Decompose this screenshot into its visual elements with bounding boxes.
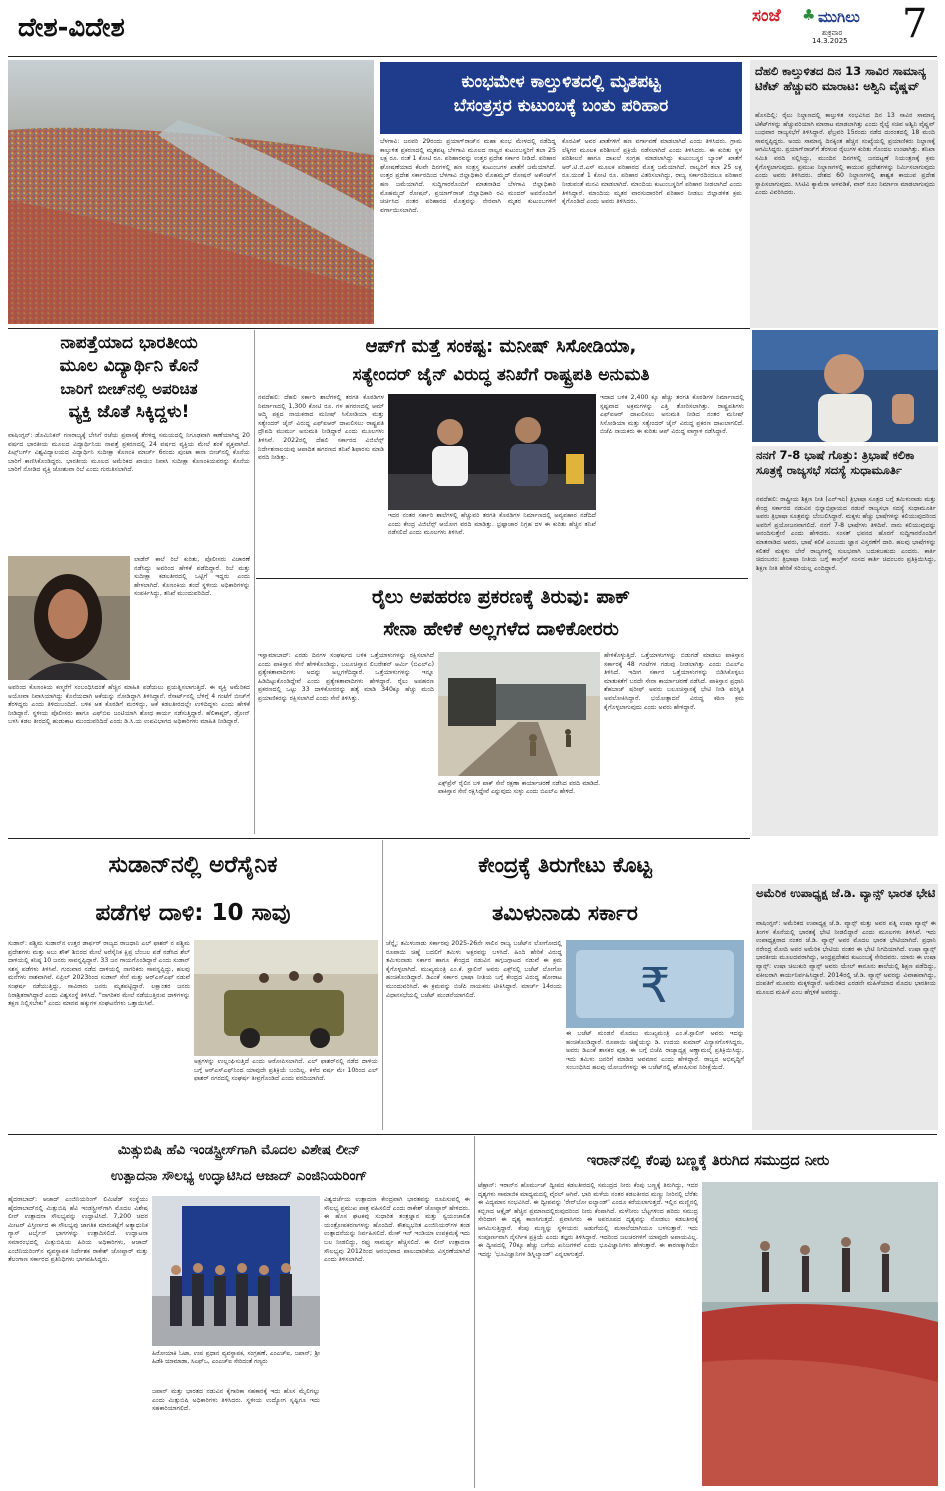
divider-vert-1 (254, 330, 255, 834)
student-headline-line4: ವ್ಯಕ್ತಿ ಜೊತೆ ಸಿಕ್ಕಿದ್ದಳು! (68, 402, 190, 422)
military-vehicle-photo (194, 940, 378, 1056)
sidebar-language-headline: ನನಗೆ 7-8 ಭಾಷೆ ಗೊತ್ತು: ತ್ರಿಭಾಷೆ ಕಲಿಕಾ ಸೂತ್ರಕ್ಕೆ ರಾಜ್ಯಸಭೆ ಸದಸ್ಯೆ ಸುಧಾಮೂರ್ತಿ (756, 448, 915, 477)
palm-tree-icon: ♣ (802, 6, 816, 24)
minister-portrait (752, 330, 938, 442)
aap-body-col1: ನವದೆಹಲಿ: ದೆಹಲಿ ಸರ್ಕಾರಿ ಶಾಲೆಗಳಲ್ಲಿ ತರಗತಿ ಕೊಠಡಿಗಳ ನಿರ್ಮಾಣದಲ್ಲಿ 1,300 ಕೋಟಿ ರೂ. ಗಳ ಹಗರಣದಲ್ಲಿ ಆಮ್ ಆದ್ಮಿ ಪಕ್ಷದ ನಾಯಕರಾದ ಮನೀಷ್ ಸಿಸೋಡಿಯಾ ಮತ್ತು ಸತ್ಯೇಂದರ್ ಜೈನ್ ವಿರುದ್ಧ ಎಫ್‌ಐಆರ್ ದಾಖಲಿಸಲು ರಾಷ್ಟ್ರಪತಿ ದ್ರೌಪದಿ ಮುರ್ಮು ಅನುಮತಿ ನೀಡಿದ್ದಾರೆ ಎಂದು ಮೂಲಗಳು ತಿಳಿಸಿವೆ. 2022ರಲ್ಲಿ ದೆಹಲಿ ಸರ್ಕಾರದ ವಿಜಿಲೆನ್ಸ್ ನಿರ್ದೇಶನಾಲಯವು ಆಪಾದಿತ ಹಗರಣದ ತನಿಖೆ ಶಿಫಾರಸು ಮಾಡಿ ವರದಿ ನೀಡಿತ್ತು. (258, 394, 384, 462)
divider-vert-3 (474, 1136, 475, 1488)
issue-date: 14.3.2025 (812, 37, 848, 45)
azad-body-col2: ಜಪಾನ್ ಮತ್ತು ಭಾರತದ ನಡುವಿನ ಕೈಗಾರಿಕಾ ಸಹಕಾರಕ್ಕೆ ಇದು ಹೊಸ ಮೈಲಿಗಲ್ಲು ಎಂದು ಮಿತ್ಸುಬಿಷಿ ಅಧಿಕಾರಿಗಳು ತಿಳಿಸಿದರು. ಸ್ಥಳೀಯ ಉದ್ಯೋಗ ಸೃಷ್ಟಿಗೂ ಇದು ಸಹಕಾರಿಯಾಗಲಿದೆ. (152, 1388, 320, 1413)
sidebar-vance-headline: ಅಮೆರಿಕ ಉಪಾಧ್ಯಕ್ಷ ಜೆ.ಡಿ. ವ್ಯಾನ್ಸ್ ಭಾರತ ಭೇಟಿ (756, 886, 936, 900)
student-headline-line1: ನಾಪತ್ತೆಯಾದ ಭಾರತೀಯ (60, 333, 198, 353)
sidebar-language-body: ನವದೆಹಲಿ: ರಾಷ್ಟ್ರೀಯ ಶಿಕ್ಷಣ ನೀತಿ (ಎನ್‌ಇಪಿ) ತ್ರಿಭಾಷಾ ಸೂತ್ರದ ಬಗ್ಗೆ ತಮಿಳುನಾಡು ಮತ್ತು ಕೇಂದ್ರ ಸರ್ಕಾರದ ನಡುವಿನ ಭಿನ್ನಾಭಿಪ್ರಾಯದ ನಡುವೆ ರಾಜ್ಯಸಭಾ ಸದಸ್ಯೆ ಸುಧಾಮೂರ್ತಿ ಅವರು ತ್ರಿಭಾಷಾ ಸೂತ್ರವನ್ನು ಬೆಂಬಲಿಸಿದ್ದಾರೆ. ಮಕ್ಕಳು ಹೆಚ್ಚು ಭಾಷೆಗಳನ್ನು ಕಲಿಯುವುದರಿಂದ ಅವರಿಗೆ ಪ್ರಯೋಜನವಾಗಲಿದೆ. ನನಗೆ 7-8 ಭಾಷೆಗಳು ತಿಳಿದಿವೆ. ನಾನು ಕಲಿಯುವುದನ್ನು ಆನಂದಿಸುತ್ತೇನೆ ಎಂದು ಹೇಳಿದರು. ಸಂಸತ್ ಭವನದ ಹೊರಗೆ ಸುದ್ದಿಗಾರರೊಂದಿಗೆ ಮಾತನಾಡಿದ ಅವರು, ಭಾಷೆ ಕಲಿಕೆ ಎಂಬುದು ಜ್ಞಾನ ವಿಸ್ತರಣೆಗೆ ದಾರಿ. ಹಲವು ಭಾಷೆಗಳನ್ನು ಕಲಿತರೆ ಮಕ್ಕಳು ಬೇರೆ ರಾಜ್ಯಗಳಲ್ಲಿ ಸುಲಭವಾಗಿ ಬದುಕಬಹುದು ಎಂದರು. ಕಾರ್ತಿ ಚಿದಂಬರಂ: ತ್ರಿಭಾಷಾ ನೀತಿಯ ಬಗ್ಗೆ ಕಾಂಗ್ರೆಸ್ ಸಂಸದ ಕಾರ್ತಿ ಚಿದಂಬರಂ ಪ್ರತಿಕ್ರಿಯಿಸಿದ್ದು, ಶಿಕ್ಷಣ ನೀತಿ ಹೇರಿಕೆ ಸರಿಯಲ್ಲ ಎಂದಿದ್ದಾರೆ. (756, 496, 936, 572)
student-body-bottom: ಅವರಿಂದ ಕೊಣಂಕಿಯ ಕಣ್ಮರೆಗೆ ಸಂಬಂಧಿಸಿದಂತೆ ಹೆಚ್ಚಿನ ಮಾಹಿತಿ ಪಡೆಯಲು ಪ್ರಯತ್ನಿಸಲಾಗುತ್ತಿದೆ. ಈ ವ್ಯಕ್ತಿ ಅಮೆರಿಕದ ಅಯೋವಾ ನಿವಾಸಿಯಾಗಿದ್ದು ಕೊನೆಯದಾಗಿ ಆಕೆಯನ್ನು ನೋಡಿದ್ದಾಗಿ ತಿಳಿಸಿದ್ದಾನೆ. ರೆಸಾರ್ಟ್‌ನಲ್ಲಿ ಬೆಳಿಗ್ಗೆ 4 ಗಂಟೆಗೆ ಬೀಚ್‌ಗೆ ತೆರಳಿದ್ದರು ಎಂದು ತಿಳಿದುಬಂದಿದೆ. ಬಳಿಕ ಆತ ಕೊಠಡಿಗೆ ಮರಳಿದ್ದು, ಆಕೆ ಕಡಲತೀರದಲ್ಲೇ ಉಳಿದಿದ್ದಳು ಎಂದು ಹೇಳಿಕೆ ನೀಡಿದ್ದಾನೆ. ಸ್ಥಳೀಯ ಪೊಲೀಸರು ಹಾಗೂ ಎಫ್‌ಬಿಐ ಜಂಟಿಯಾಗಿ ಶೋಧ ಕಾರ್ಯ ನಡೆಸುತ್ತಿದ್ದಾರೆ. ಹೆಲಿಕಾಪ್ಟರ್, ಡ್ರೋನ್ ಬಳಸಿ ಕಡಲ ತೀರದಲ್ಲಿ ಹುಡುಕಾಟ ಮುಂದುವರಿದಿದೆ ಎಂದು ಡಿ.ಸಿ.ಯ ಉಪವಿಭಾಗದ ಅಧಿಕಾರಿಗಳು ಮಾಹಿತಿ ನೀಡಿದ್ದಾರೆ. (8, 684, 250, 726)
divider-3 (8, 838, 750, 839)
red-shore-photo (702, 1182, 938, 1486)
sudan-body-col1: ಸುಡಾನ್: ಪಶ್ಚಿಮ ಸುಡಾನ್‌ನ ಉತ್ತರ ಡಾರ್ಫರ್ ರಾಜ್ಯದ ರಾಜಧಾನಿ ಎಲ್ ಫಾಶರ್ ನ ಪಶ್ಚಿಮ ಪ್ರದೇಶಗಳು ಮತ್ತು ಅಬು ಶೌಕ್ ಶಿಬಿರದ ಮೇಲೆ ಅರೆಸೈನಿಕ ಕ್ಷಿಪ್ರ ಬೆಂಬಲ ಪಡೆ ನಡೆಸಿದ ಶೆಲ್ ದಾಳಿಯಲ್ಲಿ ಕನಿಷ್ಠ 10 ಜನರು ಸಾವನ್ನಪ್ಪಿದ್ದಾರೆ. 33 ಜನ ಗಾಯಗೊಂಡಿದ್ದಾರೆ ಎಂದು ಸುಡಾನ್ ಸಶಸ್ತ್ರ ಪಡೆಗಳು ತಿಳಿಸಿವೆ. ಗುರುವಾರ ನಡೆದ ದಾಳಿಯಲ್ಲಿ ನಾಗರಿಕರು ಸಾವನ್ನಪ್ಪಿದ್ದು, ಹಲವು ಮನೆಗಳು ನಾಶವಾಗಿವೆ. ಏಪ್ರಿಲ್ 2023ರಿಂದ ಸುಡಾನ್ ಸೇನೆ ಮತ್ತು ಆರ್‌ಎಸ್‌ಎಫ್ ನಡುವೆ ಸಂಘರ್ಷ ನಡೆಯುತ್ತಿದ್ದು, ಸಾವಿರಾರು ಜನರು ಮೃತಪಟ್ಟಿದ್ದಾರೆ. ಲಕ್ಷಾಂತರ ಜನರು ನಿರಾಶ್ರಿತರಾಗಿದ್ದಾರೆ ಎಂದು ವಿಶ್ವಸಂಸ್ಥೆ ತಿಳಿಸಿದೆ. "ನಾಗರಿಕರ ಮೇಲೆ ನಡೆಯುತ್ತಿರುವ ದಾಳಿಗಳನ್ನು ತಕ್ಷಣ ನಿಲ್ಲಿಸಬೇಕು" ಎಂದು ಮಾನವ ಹಕ್ಕುಗಳ ಸಂಘಟನೆಗಳು ಒತ್ತಾಯಿಸಿವೆ. (8, 940, 190, 1008)
crowd-photo (8, 60, 374, 324)
header-divider (8, 56, 937, 57)
masthead-logo (752, 4, 902, 46)
sudan-photo (194, 940, 378, 1056)
kumbh-body-col2: ಕೊರವಿಕ್ ಅವರ ಖಾತೆಗಳಿಗೆ ಹಣ ವರ್ಗಾವಣೆ ಮಾಡಲಾಗಿದೆ ಎಂದು ತಿಳಿಸಿದರು. ಗ್ರಾಮ ಲೆಕ್ಕಿಗರ ಮೂಲಕ ಪರಿಶೀಲನೆ ಪ್ರಕ್ರಿಯೆ ನಡೆಸಲಾಗಿದೆ ಎಂದು ತಿಳಿಸಿದರು. ಈ ಕುರಿತು ಸ್ಥಳ ಪರಿಶೀಲನೆ ಹಾಗೂ ದಾಖಲೆ ಸಂಗ್ರಹ ಮಾಡಲಾಗಿದ್ದು ಕುಟುಂಬಸ್ಥರ ಬ್ಯಾಂಕ್ ಖಾತೆಗೆ ಆರ್.ಟಿ.ಜಿ.ಎಸ್ ಮೂಲಕ ಪರಿಹಾರದ ಮೊತ್ತ ಜಮೆಯಾಗಿದೆ. ನಾಲ್ವರಿಗೆ ತಲಾ 25 ಲಕ್ಷ ರೂ.ಯಂತೆ 1 ಕೋಟಿ ರೂ. ಪರಿಹಾರ ವಿತರಿಸಲಾಗಿದ್ದು, ರಾಜ್ಯ ಸರ್ಕಾರದಿಂದಲೂ ಪರಿಹಾರ ನೀಡುವಂತೆ ಮನವಿ ಮಾಡಲಾಗಿದೆ. ಮಾಂದಿಯ ಕುಟುಂಬಸ್ಥರಿಗೆ ಪರಿಹಾರ ನೀಡಲಾಗಿದೆ ಎಂದು ತಿಳಿಸಿದ್ದಾರೆ. ಮಾಂದಿಯ ಮೃತರ ವಾರಸುದಾರರಿಗೆ ಪರಿಹಾರ ನೀಡಲು ಜಿಲ್ಲಾಡಳಿತ ಕ್ರಮ ಕೈಗೊಂಡಿದೆ ಎಂದು ಅವರು ತಿಳಿಸಿದರು. (562, 138, 742, 206)
aap-body-col2: ಇದರ ನಂತರ ಸರ್ಕಾರಿ ಶಾಲೆಗಳಲ್ಲಿ ಹೆಚ್ಚುವರಿ ತರಗತಿ ಕೊಠಡಿಗಳ ನಿರ್ಮಾಣದಲ್ಲಿ ಅವ್ಯವಹಾರ ನಡೆದಿದೆ ಎಂದು ಕೇಂದ್ರ ವಿಜಿಲೆನ್ಸ್ ಆಯೋಗ ವರದಿ ಮಾಡಿತ್ತು. ಭ್ರಷ್ಟಾಚಾರ ನಿಗ್ರಹ ದಳ ಈ ಕುರಿತು ಹೆಚ್ಚಿನ ತನಿಖೆ ನಡೆಸಲಿದೆ ಎಂದು ಮೂಲಗಳು ತಿಳಿಸಿವೆ. (388, 512, 596, 537)
train-headline-line2: ಸೇನಾ ಹೇಳಿಕೆ ಅಲ್ಲಗಳೆದ ದಾಳಿಕೋರರು (383, 618, 619, 640)
azad-headline-line2: ಉತ್ಪಾದನಾ ಸೌಲಭ್ಯ ಉದ್ಘಾಟಿಸಿದ ಆಜಾದ್ ಎಂಜಿನಿಯರಿಂಗ್ (110, 1168, 368, 1184)
aap-photo (388, 394, 596, 510)
sudan-headline-line1: ಸುಡಾನ್‌ನಲ್ಲಿ ಅರೆಸೈನಿಕ (108, 852, 278, 878)
tn-body-col2: ಈ ಬಜೆಟ್ ಮಂಡನೆ ಮೊದಲು ಮುಖ್ಯಮಂತ್ರಿ ಎಂ.ಕೆ.ಸ್ಟಾಲಿನ್ ಅವರು ಇದನ್ನು ಹಂಚಿಕೊಂಡಿದ್ದಾರೆ. ರೂಪಾಯಿ ಚಿಹ್ನೆಯನ್ನು ಡಿ. ಉದಯ ಕುಮಾರ್ ವಿನ್ಯಾಸಗೊಳಿಸಿದ್ದರು, ಅವರು ಡಿಎಂಕೆ ಶಾಸಕರ ಪುತ್ರ. ಈ ಬಗ್ಗೆ ಬಿಜೆಪಿ ರಾಜ್ಯಾಧ್ಯಕ್ಷ ಅಣ್ಣಾಮಲೈ ಪ್ರತಿಕ್ರಿಯಿಸಿದ್ದು, ಇದು ತಮಿಳು ಜನರಿಗೆ ಮಾಡಿದ ಅವಮಾನ ಎಂದು ಹೇಳಿದ್ದಾರೆ. ರಾಜ್ಯದ ಅಭಿವೃದ್ಧಿಗೆ ಸಂಬಂಧಿಸಿದ ಹಲವು ಯೋಜನೆಗಳನ್ನು ಈ ಬಜೆಟ್‌ನಲ್ಲಿ ಘೋಷಿಸುವ ನಿರೀಕ್ಷೆಯಿದೆ. (566, 1030, 744, 1072)
aap-headline-line2: ಸತ್ಯೇಂದರ್ ಜೈನ್ ವಿರುದ್ಧ ತನಿಖೆಗೆ ರಾಷ್ಟ್ರಪತಿ ಅನುಮತಿ (352, 365, 650, 385)
sudan-body-col2: ಅಕ್ಷಗಳನ್ನು ಉಲ್ಲಂಘಿಸುತ್ತಿದೆ ಎಂದು ಆರೋಪಿಸಲಾಗಿದೆ. ಎಲ್ ಫಾಶರ್‌ನಲ್ಲಿ ನಡೆದ ದಾಳಿಯ ಬಗ್ಗೆ ಆರ್‌ಎಸ್‌ಎಫ್‌ನಿಂದ ಯಾವುದೇ ಪ್ರತಿಕ್ರಿಯೆ ಬಂದಿಲ್ಲ. ಕಳೆದ ವರ್ಷ ಮೇ 10ರಿಂದ ಎಲ್ ಫಾಶರ್ ನಗರದಲ್ಲಿ ಸಂಘರ್ಷ ತೀವ್ರಗೊಂಡಿದೆ ಎಂದು ವರದಿಯಾಗಿದೆ. (194, 1058, 378, 1083)
issue-day: ಶುಕ್ರವಾರ (822, 29, 843, 37)
aap-leaders-photo (388, 394, 596, 510)
student-headline-line2: ಮೂಲ ವಿದ್ಯಾರ್ಥಿನಿ ಕೊನೆ (59, 356, 199, 376)
brand-sanje: ಸಂಜೆ (752, 6, 781, 26)
azad-body-col3: ವಿಶ್ವದರ್ಜೆಯ ಉತ್ಪಾದನಾ ಕೇಂದ್ರವಾಗಿ ಭಾರತವನ್ನು ರೂಪಿಸುವಲ್ಲಿ ಈ ಸೌಲಭ್ಯ ಪ್ರಮುಖ ಪಾತ್ರ ವಹಿಸಲಿದೆ ಎಂದು ರಾಕೇಶ್ ಚೋಪ್ದಾರ್ ಹೇಳಿದರು. ಈ ಹೊಸ ಘಟಕವು ಸುಧಾರಿತ ತಂತ್ರಜ್ಞಾನ ಮತ್ತು ಸ್ವಯಂಚಾಲಿತ ಯಂತ್ರೋಪಕರಣಗಳನ್ನು ಹೊಂದಿದೆ. ಕೌಶಲ್ಯಭರಿತ ಎಂಜಿನಿಯರ್‌ಗಳ ತಂಡ ಉತ್ಪಾದನೆಯನ್ನು ನಿರ್ವಹಿಸಲಿದೆ. ಮೇಕ್ ಇನ್ ಇಂಡಿಯಾ ಉಪಕ್ರಮಕ್ಕೆ ಇದು ಬಲ ನೀಡಲಿದ್ದು, ರಫ್ತು ಸಾಮರ್ಥ್ಯ ಹೆಚ್ಚಿಸಲಿದೆ. ಈ ಲೀನ್ ಉತ್ಪಾದನಾ ಸೌಲಭ್ಯವು 2012ರಿಂದ ಆರಂಭವಾದ ಪಾಲುದಾರಿಕೆಯ ವಿಸ್ತರಣೆಯಾಗಿದೆ ಎಂದು ತಿಳಿಸಲಾಗಿದೆ. (324, 1196, 470, 1264)
student-body-right: ಲಾಡೆನ್ ಕಾಲೆ ರಿಬೆ ಕುರಿತು, ಪೊಲೀಸರು ವಿಚಾರಣೆ ನಡೆಸಿದ್ದು ಅವರಿಂದ ಹೇಳಿಕೆ ಪಡೆದಿದ್ದಾರೆ. ರಿಬೆ ಮತ್ತು ಸುದೀಕ್ಷಾ ಕಡಲತೀರದಲ್ಲಿ ಒಟ್ಟಿಗೆ ಇದ್ದರು ಎಂದು ಹೇಳಲಾಗಿದೆ. ಕೊಣಂಕಿಯ ತಂದೆ ಸ್ಥಳೀಯ ಅಧಿಕಾರಿಗಳನ್ನು ಸಂಪರ್ಕಿಸಿದ್ದು, ತನಿಖೆ ಮುಂದುವರಿದಿದೆ. (134, 556, 250, 598)
aap-headline-line1: ಆಪ್‌ಗೆ ಮತ್ತೆ ಸಂಕಷ್ಟ: ಮನೀಷ್ ಸಿಸೋಡಿಯಾ, (365, 336, 637, 357)
page-number: 7 (902, 1, 928, 47)
kumbh-body-col1: ಬೆಳಗಾವಿ: ಜನವರಿ 29ರಂದು ಪ್ರಯಾಗ್‌ರಾಜ್‌ನ ಮಹಾ ಕುಂಭ ಮೇಳದಲ್ಲಿ ನಡೆದಿದ್ದ ಕಾಲ್ತುಳಿತ ಪ್ರಕರಣದಲ್ಲಿ ಮೃತಪಟ್ಟ ಬೆಳಗಾವಿ ಮೂಲದ ನಾಲ್ವರ ಕುಟುಂಬಸ್ಥರಿಗೆ ತಲಾ 25 ಲಕ್ಷ ರೂ. ನಂತೆ 1 ಕೋಟಿ ರೂ. ಪರಿಹಾರವನ್ನು ಉತ್ತರ ಪ್ರದೇಶ ಸರ್ಕಾರ ನೀಡಿದೆ. ಪರಿಹಾರ ಘೋಷಣೆಯಾದ ಕೆಲವೇ ದಿನಗಳಲ್ಲಿ ಹಣ ಸಂತ್ರಸ್ತ ಕುಟುಂಬಗಳ ಖಾತೆಗೆ ಜಮೆಯಾಗಿದೆ. ಉತ್ತರ ಪ್ರದೇಶ ಸರ್ಕಾರದಿಂದ ಬೆಳಗಾವಿ ಜಿಲ್ಲಾಧಿಕಾರಿ ಮೊಹಮ್ಮದ್ ರೋಷನ್ ಅಕೌಂಟ್‌ಗೆ ಹಣ ಜಮೆಯಾಗಿದೆ. ಸುದ್ದಿಗಾರರೊಂದಿಗೆ ಮಾತನಾಡಿದ ಬೆಳಗಾವಿ ಜಿಲ್ಲಾಧಿಕಾರಿ ಮೊಹಮ್ಮದ್ ರೋಷನ್, ಪ್ರಯಾಗ್‌ರಾಜ್ ಜಿಲ್ಲಾಧಿಕಾರಿ ರವಿ ಮಂದರ್ ಅವರೊಂದಿಗೆ ಚರ್ಚಿಸಿದ ನಂತರ ಪರಿಹಾರದ ಮೊತ್ತವನ್ನು ನೇರವಾಗಿ ಮೃತರ ಕುಟುಂಬಗಳಿಗೆ ವರ್ಗಾಯಿಸಲಾಗಿದೆ. (380, 138, 556, 214)
page-header (0, 0, 945, 58)
train-photo (438, 652, 600, 776)
train-body-col2: ಹೇಳಿಕೊಳ್ಳುತ್ತಿದೆ. ಒತ್ತೆಯಾಳುಗಳನ್ನು ಬಿಡುಗಡೆ ಮಾಡಲು ಪಾಕಿಸ್ತಾನ ಸರ್ಕಾರಕ್ಕೆ 48 ಗಂಟೆಗಳ ಗಡುವು ನೀಡಲಾಗಿತ್ತು ಎಂದು ಬಿಎಲ್‌ಎ ತಿಳಿಸಿದೆ. ಇದೀಗ ಸರ್ಕಾರ ಒತ್ತೆಯಾಳುಗಳನ್ನು ಬಿಡಿಸಿಕೊಳ್ಳಲು ಮಾತುಕತೆಗೆ ಬರದೇ ಸೇನಾ ಕಾರ್ಯಾಚರಣೆ ನಡೆಸಿದೆ. ಪಾಕಿಸ್ತಾನ ಪ್ರಧಾನಿ ಶೆಹಬಾಜ್ ಷರೀಫ್ ಅವರು ಬಲೂಚಿಸ್ತಾನಕ್ಕೆ ಭೇಟಿ ನೀಡಿ ಪರಿಸ್ಥಿತಿ ಅವಲೋಕಿಸಿದ್ದಾರೆ. ಭಯೋತ್ಪಾದನೆ ವಿರುದ್ಧ ಕಠಿಣ ಕ್ರಮ ಕೈಗೊಳ್ಳಲಾಗುವುದು ಎಂದು ಅವರು ಹೇಳಿದ್ದಾರೆ. (604, 652, 744, 711)
rupee-photo (566, 940, 744, 1028)
train-scene (438, 652, 600, 776)
tn-body-col1: ಚೆನ್ನೈ: ತಮಿಳುನಾಡು ಸರ್ಕಾರವು 2025-26ನೇ ಸಾಲಿನ ರಾಜ್ಯ ಬಜೆಟ್‌ನ ಲೋಗೋದಲ್ಲಿ ರೂಪಾಯಿ ಚಿಹ್ನೆ ಬದಲಿಗೆ ತಮಿಳು ಅಕ್ಷರವನ್ನು ಬಳಸಿದೆ. ಹಿಂದಿ ಹೇರಿಕೆ ವಿರುದ್ಧ ತಮಿಳುನಾಡು ಸರ್ಕಾರ ಹಾಗೂ ಕೇಂದ್ರದ ನಡುವಿನ ಹಗ್ಗಜಗ್ಗಾಟದ ನಡುವೆ ಈ ಕ್ರಮ ಕೈಗೊಳ್ಳಲಾಗಿದೆ. ಮುಖ್ಯಮಂತ್ರಿ ಎಂ.ಕೆ. ಸ್ಟಾಲಿನ್ ಅವರು ಎಕ್ಸ್‌ನಲ್ಲಿ ಬಜೆಟ್ ಲೋಗೋ ಹಂಚಿಕೊಂಡಿದ್ದಾರೆ. ಡಿಎಂಕೆ ಸರ್ಕಾರ ಭಾಷಾ ನೀತಿಯ ಬಗ್ಗೆ ಕೇಂದ್ರದ ವಿರುದ್ಧ ಹೋರಾಟ ಮುಂದುವರಿಸಿದೆ. ಈ ಕ್ರಮವನ್ನು ಬಿಜೆಪಿ ನಾಯಕರು ಟೀಕಿಸಿದ್ದಾರೆ. ಮಾರ್ಚ್ 14ರಂದು ವಿಧಾನಸಭೆಯಲ್ಲಿ ಬಜೆಟ್ ಮಂಡನೆಯಾಗಲಿದೆ. (386, 940, 562, 999)
azad-body-col1: ಹೈದರಾಬಾದ್: ಆಜಾದ್ ಎಂಜಿನಿಯರಿಂಗ್ ಲಿಮಿಟೆಡ್ ಸಂಸ್ಥೆಯು ಹೈದರಾಬಾದ್‌ನಲ್ಲಿ ಮಿತ್ಸುಬಿಷಿ ಹೆವಿ ಇಂಡಸ್ಟ್ರೀಸ್‌ಗಾಗಿ ಮೊದಲ ವಿಶೇಷ ಲೀನ್ ಉತ್ಪಾದನಾ ಸೌಲಭ್ಯವನ್ನು ಉದ್ಘಾಟಿಸಿದೆ. 7,200 ಚದರ ಮೀಟರ್ ವಿಸ್ತೀರ್ಣದ ಈ ಸೌಲಭ್ಯವು ಜಾಗತಿಕ ಮಾರುಕಟ್ಟೆಗೆ ಅತ್ಯಾಧುನಿಕ ಗ್ಯಾಸ್ ಟರ್ಬೈನ್ ಭಾಗಗಳನ್ನು ಉತ್ಪಾದಿಸಲಿದೆ. ಉದ್ಘಾಟನಾ ಸಮಾರಂಭದಲ್ಲಿ ಮಿತ್ಸುಬಿಷಿಯ ಹಿರಿಯ ಅಧಿಕಾರಿಗಳು, ಆಜಾದ್ ಎಂಜಿನಿಯರಿಂಗ್‌ನ ವ್ಯವಸ್ಥಾಪಕ ನಿರ್ದೇಶಕ ರಾಕೇಶ್ ಚೋಪ್ದಾರ್ ಮತ್ತು ತೆಲಂಗಾಣ ಸರ್ಕಾರದ ಪ್ರತಿನಿಧಿಗಳು ಭಾಗವಹಿಸಿದ್ದರು. (8, 1196, 148, 1264)
iran-body: ಟೆಹ್ರಾನ್: ಇರಾನ್‌ನ ಹೊರ್ಮುಜ್ ದ್ವೀಪದ ಕಡಲತೀರದಲ್ಲಿ ಸಮುದ್ರದ ನೀರು ಕೆಂಪು ಬಣ್ಣಕ್ಕೆ ತಿರುಗಿದ್ದು, ಇದರ ದೃಶ್ಯಗಳು ಸಾಮಾಜಿಕ ಮಾಧ್ಯಮದಲ್ಲಿ ವೈರಲ್ ಆಗಿವೆ. ಭಾರಿ ಮಳೆಯ ನಂತರ ಕಡಲತೀರದ ಮಣ್ಣು ನೀರಿನಲ್ಲಿ ಬೆರೆತು ಈ ವಿದ್ಯಮಾನ ಸಂಭವಿಸಿದೆ. ಈ ದ್ವೀಪವನ್ನು 'ರೇನ್‌ಬೋ ಐಲ್ಯಾಂಡ್' ಎಂದೂ ಕರೆಯಲಾಗುತ್ತದೆ. ಇಲ್ಲಿನ ಮಣ್ಣಿನಲ್ಲಿ ಕಬ್ಬಿಣದ ಆಕ್ಸೈಡ್ ಹೆಚ್ಚಿನ ಪ್ರಮಾಣದಲ್ಲಿರುವುದರಿಂದ ನೀರು ಕೆಂಪಾಗಿದೆ. ಮಳೆನೀರು ಬೆಟ್ಟಗಳಿಂದ ಹರಿದು ಸಮುದ್ರ ಸೇರಿದಾಗ ಈ ದೃಶ್ಯ ಕಾಣಸಿಗುತ್ತದೆ. ಪ್ರವಾಸಿಗರು ಈ ಅಪರೂಪದ ದೃಶ್ಯವನ್ನು ನೋಡಲು ಕಡಲತೀರಕ್ಕೆ ಆಗಮಿಸುತ್ತಿದ್ದಾರೆ. ಕೆಂಪು ಮಣ್ಣನ್ನು ಸ್ಥಳೀಯರು ಅಡುಗೆಯಲ್ಲಿ ಮಸಾಲೆಯಾಗಿಯೂ ಬಳಸುತ್ತಾರೆ. ಇದು ಸಂಪೂರ್ಣವಾಗಿ ನೈಸರ್ಗಿಕ ಪ್ರಕ್ರಿಯೆ ಎಂದು ತಜ್ಞರು ತಿಳಿಸಿದ್ದಾರೆ. ಇದರಿಂದ ಜಲಚರಗಳಿಗೆ ಯಾವುದೇ ಅಪಾಯವಿಲ್ಲ. ಈ ದ್ವೀಪದಲ್ಲಿ 70ಕ್ಕೂ ಹೆಚ್ಚು ಬಗೆಯ ಖನಿಜಗಳಿವೆ ಎಂದು ಭೂವಿಜ್ಞಾನಿಗಳು ಹೇಳುತ್ತಾರೆ. ಈ ಕಾರಣಕ್ಕಾಗಿಯೇ ಇದನ್ನು 'ಭೂವಿಜ್ಞಾನಿಗಳ ಡಿಸ್ನಿಲ್ಯಾಂಡ್' ಎನ್ನಲಾಗುತ್ತದೆ. (478, 1182, 698, 1258)
student-headline (8, 332, 250, 428)
tn-headline-line1: ಕೇಂದ್ರಕ್ಕೆ ತಿರುಗೇಟು ಕೊಟ್ಟ (478, 853, 652, 877)
tn-headline-line2: ತಮಿಳುನಾಡು ಸರ್ಕಾರ (492, 901, 638, 925)
student-photo (8, 556, 130, 680)
divider-vert-2 (382, 840, 383, 1130)
kumbh-headline-box (380, 62, 742, 134)
aap-body-col3: ಇದಾದ ಬಳಿಕ 2,400 ಕ್ಕೂ ಹೆಚ್ಚು ತರಗತಿ ಕೊಠಡಿಗಳ ನಿರ್ಮಾಣದಲ್ಲಿ ಸ್ಪಷ್ಟವಾದ ಅಕ್ರಮಗಳನ್ನು ಎತ್ತಿ ತೋರಿಸಲಾಗಿತ್ತು. ರಾಷ್ಟ್ರಪತಿಗಳು ಎಫ್‌ಐಆರ್ ದಾಖಲಿಸಲು ಅನುಮತಿ ನೀಡಿದ ನಂತರ ಮನೀಷ್ ಸಿಸೋಡಿಯಾ ಮತ್ತು ಸತ್ಯೇಂದರ್ ಜೈನ್ ವಿರುದ್ಧ ಪ್ರಕರಣ ದಾಖಲಾಗಲಿದೆ. ಬಿಜೆಪಿ ನಾಯಕರು ಈ ಕುರಿತು ಆಪ್ ವಿರುದ್ಧ ವಾಗ್ದಾಳಿ ನಡೆಸಿದ್ದಾರೆ. (600, 394, 744, 436)
sidebar-railway-body: ಹೊಸದಿಲ್ಲಿ: ರೈಲು ನಿಲ್ದಾಣದಲ್ಲಿ ಕಾಲ್ತುಳಿತ ಸಂಭವಿಸಿದ ದಿನ 13 ಸಾವಿರ ಸಾಮಾನ್ಯ ಟಿಕೆಟ್‌ಗಳನ್ನು ಹೆಚ್ಚುವರಿಯಾಗಿ ಮಾರಾಟ ಮಾಡಲಾಗಿತ್ತು ಎಂದು ರೈಲ್ವೆ ಸಚಿವ ಅಶ್ವಿನಿ ವೈಷ್ಣವ್ ಬುಧವಾರ ರಾಜ್ಯಸಭೆಗೆ ತಿಳಿಸಿದ್ದಾರೆ. ಫೆಬ್ರವರಿ 15ರಂದು ನಡೆದ ದುರಂತದಲ್ಲಿ 18 ಮಂದಿ ಸಾವನ್ನಪ್ಪಿದ್ದರು. ಅಂದು ಸಾಮಾನ್ಯ ದಿನಕ್ಕಿಂತ ಹೆಚ್ಚಿನ ಸಂಖ್ಯೆಯಲ್ಲಿ ಪ್ರಯಾಣಿಕರು ನಿಲ್ದಾಣಕ್ಕೆ ಆಗಮಿಸಿದ್ದರು. ಪ್ರಯಾಗ್‌ರಾಜ್‌ಗೆ ತೆರಳುವ ರೈಲುಗಳ ಕುರಿತು ಗೊಂದಲ ಉಂಟಾಗಿತ್ತು. ತನಿಖಾ ಸಮಿತಿ ವರದಿ ಸಲ್ಲಿಸಿದ್ದು, ಮುಂದಿನ ದಿನಗಳಲ್ಲಿ ಜನದಟ್ಟಣೆ ನಿಯಂತ್ರಣಕ್ಕೆ ಕ್ರಮ ಕೈಗೊಳ್ಳಲಾಗುವುದು. ಪ್ರಮುಖ ನಿಲ್ದಾಣಗಳಲ್ಲಿ ಕಾಯುವ ಪ್ರದೇಶಗಳನ್ನು ನಿರ್ಮಿಸಲಾಗುವುದು ಎಂದು ಅವರು ತಿಳಿಸಿದರು. ದೇಶದ 60 ನಿಲ್ದಾಣಗಳಲ್ಲಿ ಶಾಶ್ವತ ಕಾಯುವ ಪ್ರದೇಶ ಸ್ಥಾಪಿಸಲಾಗುವುದು. ಸಿಸಿಟಿವಿ ಕ್ಯಾಮೆರಾ ಅಳವಡಿಕೆ, ವಾರ್ ರೂಂ ನಿರ್ಮಾಣ ಮಾಡಲಾಗುವುದು ಎಂದು ವಿವರಿಸಿದರು. (755, 112, 935, 197)
sudan-headline-line2: ಪಡೆಗಳ ದಾಳಿ: 10 ಸಾವು (95, 900, 291, 926)
train-body-col1: ಇಸ್ಲಾಮಾಬಾದ್: ಎರಡು ದಿನಗಳ ಸಂಘರ್ಷದ ಬಳಿಕ ಒತ್ತೆಯಾಳುಗಳನ್ನು ರಕ್ಷಿಸಲಾಗಿದೆ ಎಂದು ಪಾಕಿಸ್ತಾನ ಸೇನೆ ಹೇಳಿಕೊಂಡಿದ್ದು, ಬಲೂಚಿಸ್ತಾನ ಲಿಬರೇಶನ್ ಆರ್ಮಿ (ಬಿಎಲ್‌ಎ) ಪ್ರತ್ಯೇಕತಾವಾದಿಗಳು ಅದನ್ನು ಅಲ್ಲಗಳೆದಿದ್ದಾರೆ. ಒತ್ತೆಯಾಳುಗಳನ್ನು ಇನ್ನೂ ಹಿಡಿದಿಟ್ಟುಕೊಂಡಿದ್ದೇವೆ ಎಂದು ಪ್ರತ್ಯೇಕತಾವಾದಿಗಳು ಹೇಳಿದ್ದಾರೆ. ರೈಲು ಅಪಹರಣ ಪ್ರಕರಣದಲ್ಲಿ ಒಟ್ಟು 33 ದಾಳಿಕೋರರನ್ನು ಹತ್ಯೆ ಮಾಡಿ 340ಕ್ಕೂ ಹೆಚ್ಚು ಮಂದಿ ಪ್ರಯಾಣಿಕರನ್ನು ರಕ್ಷಿಸಲಾಗಿದೆ ಎಂದು ಸೇನೆ ತಿಳಿಸಿತ್ತು. (258, 652, 434, 702)
svg-text:₹: ₹ (639, 958, 671, 1014)
iran-photo (702, 1182, 938, 1486)
crowd-illustration (8, 60, 374, 324)
brand-mugilu: ಮುಗಿಲು (818, 8, 860, 26)
azad-photo (152, 1196, 320, 1346)
sidebar-railway-headline: ದೆಹಲಿ ಕಾಲ್ತುಳಿತದ ದಿನ 13 ಸಾವಿರ ಸಾಮಾನ್ಯ ಟಿಕೆಟ್ ಹೆಚ್ಚುವರಿ ಮಾರಾಟ: ಅಶ್ವಿನಿ ವೈಷ್ಣವ್ (755, 64, 926, 93)
iran-headline: ಇರಾನ್‌ನಲ್ಲಿ ಕೆಂಪು ಬಣ್ಣಕ್ಕೆ ತಿರುಗಿದ ಸಮುದ್ರದ ನೀರು (586, 1153, 830, 1169)
rupee-symbol-graphic (566, 940, 744, 1028)
minister-photo (752, 330, 938, 442)
train-headline-line1: ರೈಲು ಅಪಹರಣ ಪ್ರಕರಣಕ್ಕೆ ತಿರುವು: ಪಾಕ್ (371, 586, 631, 608)
student-portrait (8, 556, 130, 680)
section-title: ದೇಶ-ವಿದೇಶ (18, 13, 125, 43)
divider-4 (8, 1134, 937, 1135)
student-body-top: ವಾಷಿಂಗ್ಟನ್: ಡೊಮಿನಿಕನ್ ಗಣರಾಜ್ಯಕ್ಕೆ ಬೇಸಿಗೆ ರಜೆಯ ಪ್ರವಾಸಕ್ಕೆ ತೆರಳಿದ್ದ ಸಮಯದಲ್ಲಿ ನಿಗೂಢವಾಗಿ ಕಾಣೆಯಾಗಿದ್ದ 20 ವರ್ಷದ ಭಾರತೀಯ ಮೂಲದ ವಿದ್ಯಾರ್ಥಿನಿಯ ನಾಪತ್ತೆ ಪ್ರಕರಣದಲ್ಲಿ 24 ವರ್ಷದ ವ್ಯಕ್ತಿಯ ಮೇಲೆ ಶಂಕೆ ವ್ಯಕ್ತವಾಗಿದೆ. ಪಿಟ್ಸ್‌ಬರ್ಗ್ ವಿಶ್ವವಿದ್ಯಾಲಯದ ವಿದ್ಯಾರ್ಥಿನಿ ಸುದೀಕ್ಷಾ ಕೊಣಂಕಿ ಮಾರ್ಚ್ 6ರಂದು ಪುಂಟಾ ಕಾನಾ ಬೀಚ್‌ನಲ್ಲಿ ಕೊನೆಯ ಬಾರಿಗೆ ಕಾಣಿಸಿಕೊಂಡಿದ್ದರು. ಭಾರತೀಯ ಮೂಲದ ಅಮೆರಿಕದ ಖಾಯಂ ನಿವಾಸಿ ಸುದೀಕ್ಷಾ ಕೊಣಂಕಿಯವರನ್ನು ಕೊನೆಯ ಬಾರಿಗೆ ನೋಡಿದ ವ್ಯಕ್ತಿ ಜೋಶುವಾ ರಿಬೆ ಎಂದು ಗುರುತಿಸಲಾಗಿದೆ. (8, 432, 250, 474)
student-headline-line3: ಬಾರಿಗೆ ಬೀಚ್‌ನಲ್ಲಿ ಅಪರಿಚಿತ (60, 380, 198, 398)
kumbh-headline-line1: ಕುಂಭಮೇಳ ಕಾಲ್ತುಳಿತದಲ್ಲಿ ಮೃತಪಟ್ಟ (461, 72, 661, 92)
train-photo-caption: ಎಕ್ಸ್‌ಪ್ರೆಸ್ ರೈಲಿನ ಬಳಿ ಪಾಕ್ ಸೇನೆ ರಕ್ಷಣಾ ಕಾರ್ಯಾಚರಣೆ ನಡೆಸಿದ ವರದಿ ಮಾಡಿದೆ. ಪಾಕಿಸ್ತಾನ ಸೇನೆ ರಕ್ಷಿಸಿದ್ದೇವೆ ಎನ್ನುವುದು ಸುಳ್ಳು ಎಂದು ಬಿಎಲ್‌ಎ ಹೇಳಿದೆ. (438, 780, 600, 795)
inauguration-photo (152, 1196, 320, 1346)
sidebar-vance-body: ವಾಷಿಂಗ್ಟನ್: ಅಮೆರಿಕದ ಉಪಾಧ್ಯಕ್ಷ ಜೆ.ಡಿ. ವ್ಯಾನ್ಸ್ ಮತ್ತು ಅವರ ಪತ್ನಿ ಉಷಾ ವ್ಯಾನ್ಸ್ ಈ ತಿಂಗಳ ಕೊನೆಯಲ್ಲಿ ಭಾರತಕ್ಕೆ ಭೇಟಿ ನೀಡಲಿದ್ದಾರೆ ಎಂದು ಮೂಲಗಳು ತಿಳಿಸಿವೆ. ಇದು ಉಪಾಧ್ಯಕ್ಷರಾದ ನಂತರ ಜೆ.ಡಿ. ವ್ಯಾನ್ಸ್ ಅವರ ಮೊದಲ ಭಾರತ ಭೇಟಿಯಾಗಿದೆ. ಪ್ರಧಾನಿ ನರೇಂದ್ರ ಮೋದಿ ಅವರ ಅಮೆರಿಕ ಭೇಟಿಯ ನಂತರ ಈ ಭೇಟಿ ನಿಗದಿಯಾಗಿದೆ. ಉಷಾ ವ್ಯಾನ್ಸ್ ಭಾರತೀಯ ಮೂಲದವರಾಗಿದ್ದು, ಆಂಧ್ರಪ್ರದೇಶದ ಕುಟುಂಬಕ್ಕೆ ಸೇರಿದವರು. ಯಾರು ಈ ಉಷಾ ವ್ಯಾನ್ಸ್: ಉಷಾ ಚಿಲುಕುರಿ ವ್ಯಾನ್ಸ್ ಅವರು ಯೇಲ್ ಕಾನೂನು ಶಾಲೆಯಲ್ಲಿ ಶಿಕ್ಷಣ ಪಡೆದಿದ್ದು, ವಕೀಲರಾಗಿ ಕಾರ್ಯನಿರ್ವಹಿಸಿದ್ದಾರೆ. 2014ರಲ್ಲಿ ಜೆ.ಡಿ. ವ್ಯಾನ್ಸ್ ಅವರನ್ನು ವಿವಾಹವಾಗಿದ್ದು, ದಂಪತಿಗೆ ಮೂವರು ಮಕ್ಕಳಿದ್ದಾರೆ. ಅಮೆರಿಕದ ಎರಡನೇ ಮಹಿಳೆಯಾದ ಮೊದಲ ಭಾರತೀಯ ಮೂಲದ ಮಹಿಳೆ ಎಂಬ ಹೆಗ್ಗಳಿಕೆ ಅವರದ್ದು. (756, 920, 936, 996)
azad-headline-line1: ಮಿತ್ಸುಬಿಷಿ ಹೆವಿ ಇಂಡಸ್ಟ್ರೀಸ್‌ಗಾಗಿ ಮೊದಲ ವಿಶೇಷ ಲೀನ್ (117, 1142, 361, 1158)
azad-photo-caption: ಹಿರೋಯಾಕಿ ಓಟಾ, ಉಪ ಪ್ರಧಾನ ವ್ಯವಸ್ಥಾಪಕ, ಸಂಗ್ರಹಣೆ, ಎಂಎಚ್‌ಐ, ಜಪಾನ್; ಶ್ರೀ ಹಿಡೆಕಿ ಯಾಮಾಡಾ, ಸಿಎಫ್‌ಒ, ಎಂಎಚ್‌ಐ ಸೇರಿದಂತೆ ಗಣ್ಯರು (152, 1350, 320, 1365)
kumbh-headline-line2: ಬೆಸಂತ್ರಸ್ತರ ಕುಟುಂಬಕ್ಕೆ ಬಂತು ಪರಿಹಾರ (453, 96, 669, 116)
divider-1 (8, 328, 750, 329)
divider-2 (256, 578, 748, 579)
